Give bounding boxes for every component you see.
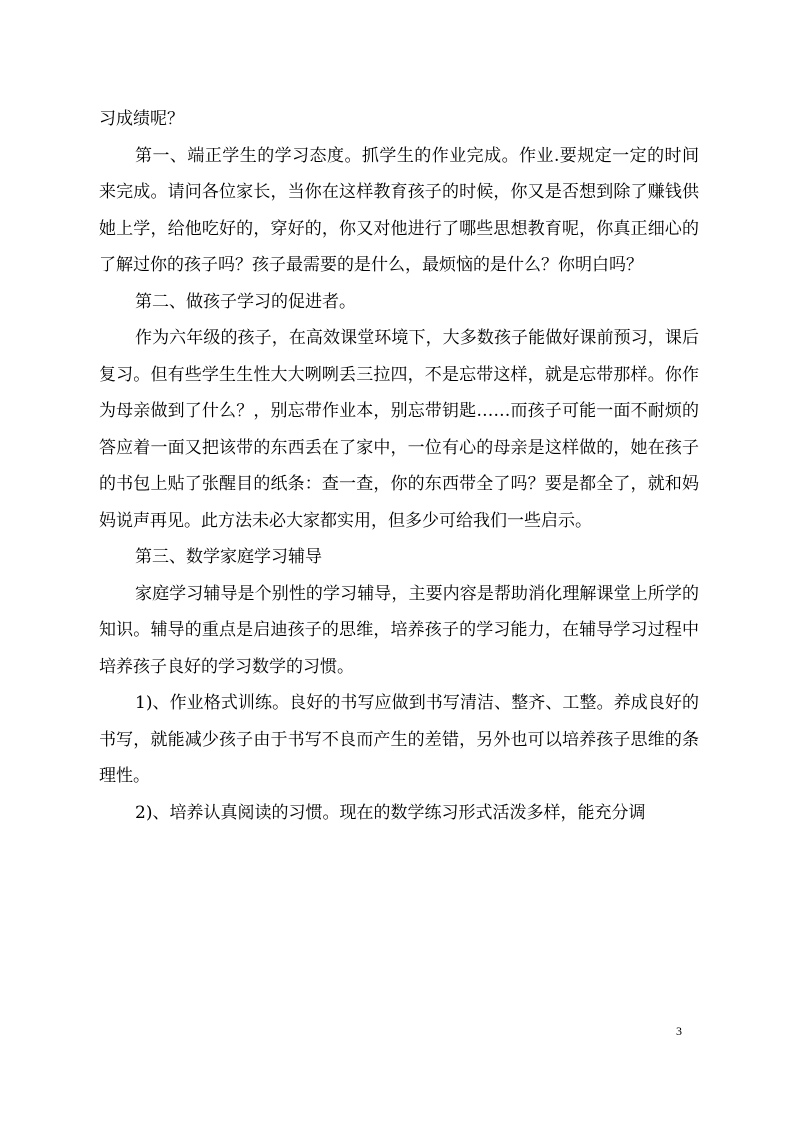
paragraph-3: 第二、做孩子学习的促进者。	[135, 291, 356, 312]
body-text	[99, 101, 699, 831]
paragraph-1: 习成绩呢？	[99, 109, 184, 129]
paragraph-5: 第三、数学家庭学习辅导	[135, 547, 322, 567]
paragraph-8: 2)、培养认真阅读的习惯。现在的数学练习形式活泼多样，能充分调	[135, 802, 646, 823]
paragraph-7: 1)、作业格式训练。良好的书写应做到书写清洁、整齐、工整。养成良好的书写，就能减少孩子由于书写不良而产生的差错，另外也可以培养孩子思维的条理性。	[99, 693, 699, 786]
paragraph-2: 第一、端正学生的学习态度。抓学生的作业完成。作业.要规定一定的时间来完成。请问各位家长，当你在这样教育孩子的时候，你又是否想到除了赚钱供她上学，给他吃好的，穿好的，你又对他进行了哪些思想教育呢，你真正细心的了解过你的孩子吗？孩子最需要的是什么，最烦恼的是什么？你明白吗？	[99, 145, 699, 275]
paragraph-4: 作为六年级的孩子，在高效课堂环境下，大多数孩子能做好课前预习，课后复习。但有些学生生性大大咧咧丢三拉四，不是忘带这样，就是忘带那样。你作为母亲做到了什么？，别忘带作业本，别忘带钥匙……而孩子可能一面不耐烦的答应着一面又把该带的东西丢在了家中，一位有心的母亲是这样做的，她在孩子的书包上贴了张醒目的纸条：查一查，你的东西带全了吗？要是都全了，就和妈妈说声再见。此方法未必大家都实用，但多少可给我们一些启示。	[99, 328, 699, 531]
page-number: 3	[676, 1024, 682, 1038]
paragraph-6: 家庭学习辅导是个别性的学习辅导，主要内容是帮助消化理解课堂上所学的知识。辅导的重点是启迪孩子的思维，培养孩子的学习能力，在辅导学习过程中培养孩子良好的学习数学的习惯。	[99, 583, 699, 677]
